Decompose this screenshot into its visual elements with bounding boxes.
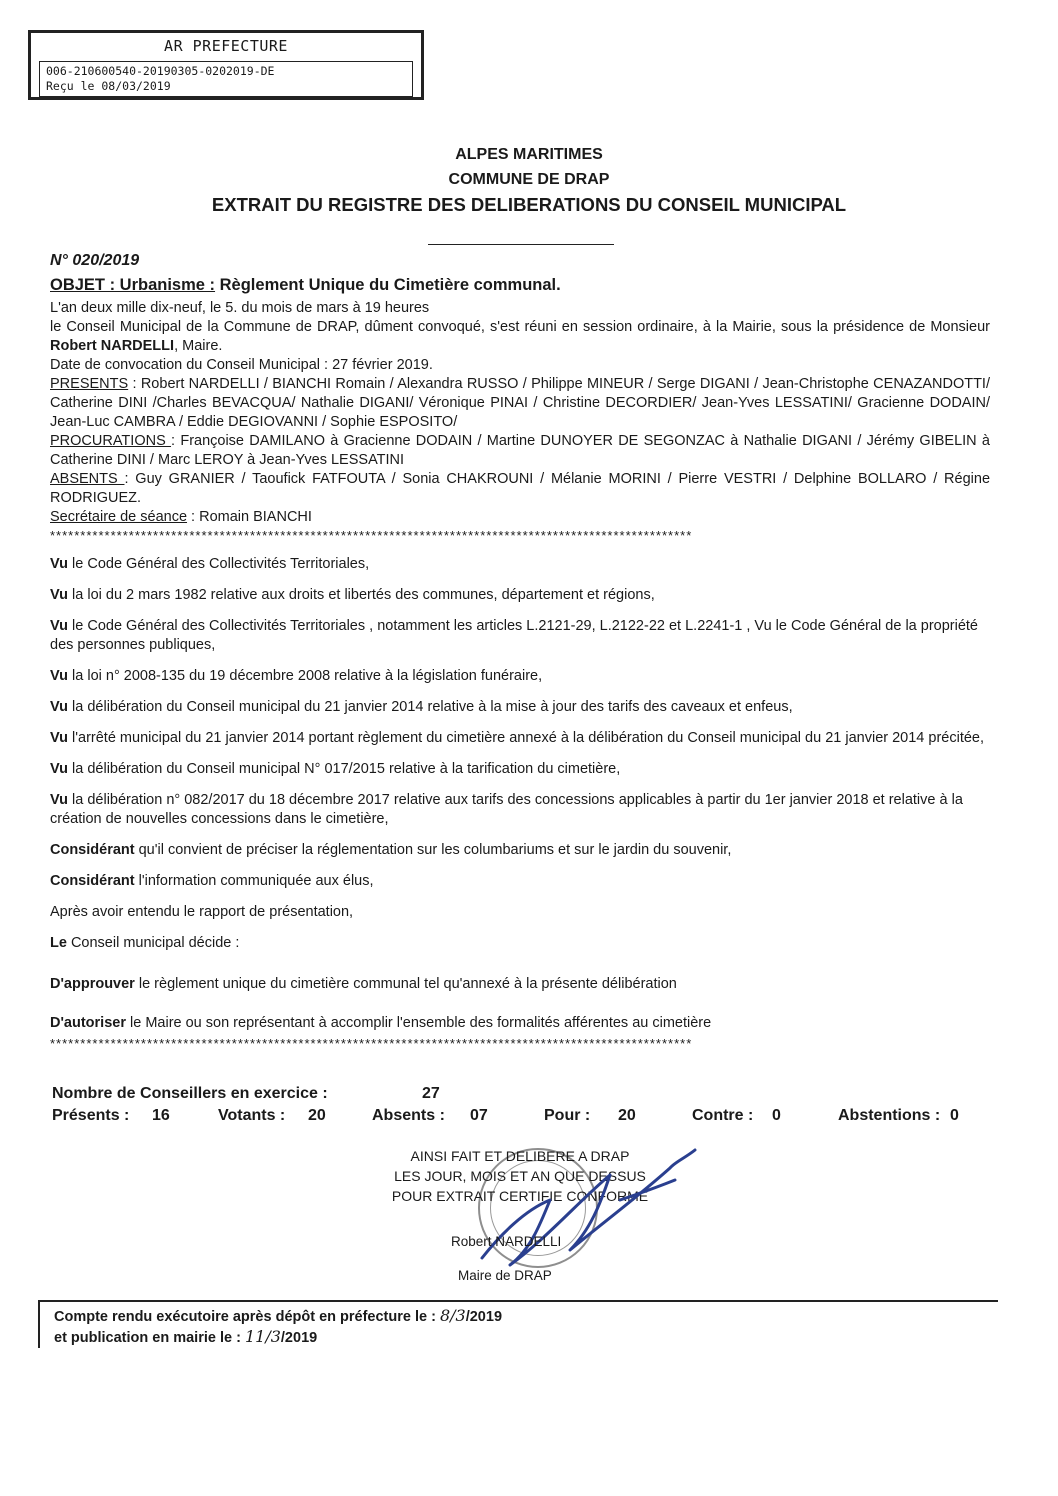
visa-text: le Code Général des Collectivités Territoriales, [68, 556, 370, 572]
secretary-label: Secrétaire de séance [50, 509, 188, 525]
abstentions-count: 0 [950, 1107, 959, 1124]
decision-text: le Maire ou son représentant à accomplir l'ensemble des formalités afférentes au cimetière [125, 1015, 712, 1031]
deliberation-number: N° 020/2019 [50, 252, 140, 269]
visa-item [50, 760, 990, 779]
rapport-text: Après avoir entendu le rapport de présentation, [50, 904, 354, 920]
presents-label: PRESENTS [50, 376, 129, 392]
considerant-keyword: Considérant [50, 842, 135, 858]
header-register-title: EXTRAIT DU REGISTRE DES DELIBERATIONS DU CONSEIL MUNICIPAL [211, 194, 847, 215]
visa-keyword: Vu [50, 761, 68, 777]
prefecture-stamp [28, 30, 424, 100]
publication-label: et publication en mairie le : [54, 1330, 241, 1346]
header-divider [428, 244, 614, 245]
star-separator-bottom: ********************************************************************************************************** [50, 1037, 693, 1051]
stamp-reference: 006-210600540-20190305-0202019-DE [46, 64, 275, 78]
prefecture-deposit-year: /2019 [465, 1309, 503, 1325]
decide-text: Conseil municipal décide : [66, 935, 240, 951]
document-body [50, 250, 990, 1051]
presents-list [50, 375, 990, 432]
contre-count: 0 [772, 1107, 781, 1124]
president-name: Robert NARDELLI [50, 338, 175, 354]
decision-keyword: D'autoriser [50, 1015, 126, 1031]
certification-line-3: POUR EXTRAIT CERTIFIE CONFORME [391, 1188, 649, 1204]
absents-count-label: Absents : [372, 1107, 445, 1124]
absents-label: ABSENTS [50, 471, 125, 487]
votants-count: 20 [308, 1107, 326, 1124]
certification-line-1: AINSI FAIT ET DELIBERE A DRAP [410, 1148, 630, 1164]
visa-text: la délibération n° 082/2017 du 18 décembre 2017 relative aux tarifs des concessions applicables à partir du 1er janvier 2018 et relative à la création de nouvelles concessions dans le cimetière, [50, 792, 963, 827]
rapport-line [50, 903, 990, 922]
visa-keyword: Vu [50, 618, 68, 634]
presents-names: : Robert NARDELLI / BIANCHI Romain / Alexandra RUSSO / Philippe MINEUR / Serge DIGANI / Jean-Christophe CENAZANDOTTI/ Catherine DINI /Charles BEVACQUA/ Nathalie DIGANI/ Véronique PINAI / Christine DECORDIER/ Jean-Yves LESSATINI/ Gracienne DODAIN/ Jean-Luc CAMBRA / Eddie DEGIOVANNI / Sophie ESPOSITO/ [50, 376, 990, 430]
decisions-list [50, 975, 990, 1033]
secretary [50, 508, 990, 527]
mayor-signature [470, 1140, 710, 1280]
procurations-list [50, 432, 990, 470]
absents-names: : Guy GRANIER / Taoufick FATFOUTA / Sonia CHAKROUNI / Mélanie MORINI / Pierre VESTRI / Delphine BOLLARO / Régine RODRIGUEZ. [50, 471, 991, 506]
subject-text: Règlement Unique du Cimetière communal. [215, 276, 561, 294]
visa-text: la délibération du Conseil municipal N° 017/2015 relative à la tarification du cimetière, [68, 761, 621, 777]
prefecture-deposit-date: 8/3 [439, 1306, 466, 1325]
certification-line-2: LES JOUR, MOIS ET AN QUE DESSUS [394, 1168, 646, 1184]
session-introduction [50, 299, 990, 527]
visa-keyword: Vu [50, 587, 68, 603]
vote-row-counts [50, 1107, 990, 1129]
visa-item [50, 698, 990, 717]
visas-list [50, 555, 990, 953]
subject-label: OBJET : Urbanisme : [50, 276, 216, 294]
decide-keyword: Le [50, 935, 67, 951]
star-separator: ********************************************************************************************************** [50, 529, 693, 543]
considerant-item [50, 841, 990, 860]
visa-keyword: Vu [50, 792, 68, 808]
convocation-date: Date de convocation du Conseil Municipal : 27 février 2019. [50, 357, 433, 373]
pour-count: 20 [618, 1107, 636, 1124]
visa-keyword: Vu [50, 556, 68, 572]
prefecture-deposit-label: Compte rendu exécutoire après dépôt en préfecture le : [54, 1309, 436, 1325]
publication-year: /2019 [280, 1330, 318, 1346]
procurations-names: : Françoise DAMILANO à Gracienne DODAIN / Martine DUNOYER DE SEGONZAC à Nathalie DIGANI / Jérémy GIBELIN à Catherine DINI / Marc LEROY à Jean-Yves LESSATINI [50, 433, 990, 468]
visa-text: la délibération du Conseil municipal du 21 janvier 2014 relative à la mise à jour des tarifs des caveaux et enfeus, [68, 699, 793, 715]
procurations-label: PROCURATIONS [50, 433, 172, 449]
pour-label: Pour : [544, 1107, 591, 1124]
president-suffix: , Maire. [174, 338, 223, 354]
mayor-title: Maire de DRAP [458, 1268, 552, 1283]
visa-item [50, 555, 990, 574]
mayor-name: Robert NARDELLI [451, 1234, 562, 1249]
conseillers-value: 27 [422, 1085, 440, 1102]
considerant-item [50, 872, 990, 891]
abstentions-label: Abstentions : [838, 1107, 941, 1124]
visa-keyword: Vu [50, 730, 68, 746]
secretary-name: : Romain BIANCHI [187, 509, 312, 525]
deliberation-subject [50, 276, 990, 295]
conseillers-label: Nombre de Conseillers en exercice : [52, 1085, 328, 1102]
visa-keyword: Vu [50, 668, 68, 684]
considerant-keyword: Considérant [50, 873, 135, 889]
presents-count-label: Présents : [52, 1107, 130, 1124]
decision-keyword: D'approuver [50, 976, 135, 992]
convocation-text: le Conseil Municipal de la Commune de DRAP, dûment convoqué, s'est réuni en session ordinaire, à la Mairie, sous la présidence de Monsieur [50, 319, 990, 335]
visa-item [50, 791, 990, 829]
considerant-text: l'information communiquée aux élus, [134, 873, 374, 889]
vote-row-conseillers [50, 1085, 990, 1107]
stamp-reference-box [39, 61, 413, 97]
session-date: L'an deux mille dix-neuf, le 5. du mois de mars à 19 heures [50, 300, 430, 316]
presents-count: 16 [152, 1107, 170, 1124]
prefecture-deposit-line [54, 1306, 998, 1327]
visa-keyword: Vu [50, 699, 68, 715]
absents-list [50, 470, 990, 508]
visa-item [50, 729, 990, 748]
session-convocation [50, 318, 990, 356]
decision-text: le règlement unique du cimetière communal tel qu'annexé à la présente délibération [134, 976, 677, 992]
decision-item [50, 1014, 990, 1033]
contre-label: Contre : [692, 1107, 754, 1124]
header-department: ALPES MARITIMES [455, 146, 603, 163]
decide-line [50, 934, 990, 953]
visa-text: la loi n° 2008-135 du 19 décembre 2008 relative à la législation funéraire, [68, 668, 543, 684]
visa-item [50, 586, 990, 605]
vote-results [50, 1085, 990, 1129]
absents-count: 07 [470, 1107, 488, 1124]
visa-item [50, 667, 990, 686]
stamp-title: AR PREFECTURE [164, 37, 288, 55]
visa-text: l'arrêté municipal du 21 janvier 2014 portant règlement du cimetière annexé à la délibération du Conseil municipal du 21 janvier 2014 précitée, [68, 730, 985, 746]
considerant-text: qu'il convient de préciser la réglementation sur les columbariums et sur le jardin du souvenir, [134, 842, 732, 858]
stamp-received-date: Reçu le 08/03/2019 [46, 79, 171, 93]
publication-line [54, 1327, 998, 1348]
header-commune: COMMUNE DE DRAP [448, 171, 610, 188]
visa-text: la loi du 2 mars 1982 relative aux droits et libertés des communes, département et régions, [68, 587, 655, 603]
document-header [0, 142, 1058, 217]
publication-date: 11/3 [244, 1327, 281, 1346]
visa-text: le Code Général des Collectivités Territoriales , notamment les articles L.2121-29, L.2122-22 et L.2241-1 , Vu le Code Général de la propriété des personnes publiques, [50, 618, 978, 653]
votants-label: Votants : [218, 1107, 286, 1124]
execution-footer [38, 1300, 998, 1348]
visa-item [50, 617, 990, 655]
decision-item [50, 975, 990, 994]
